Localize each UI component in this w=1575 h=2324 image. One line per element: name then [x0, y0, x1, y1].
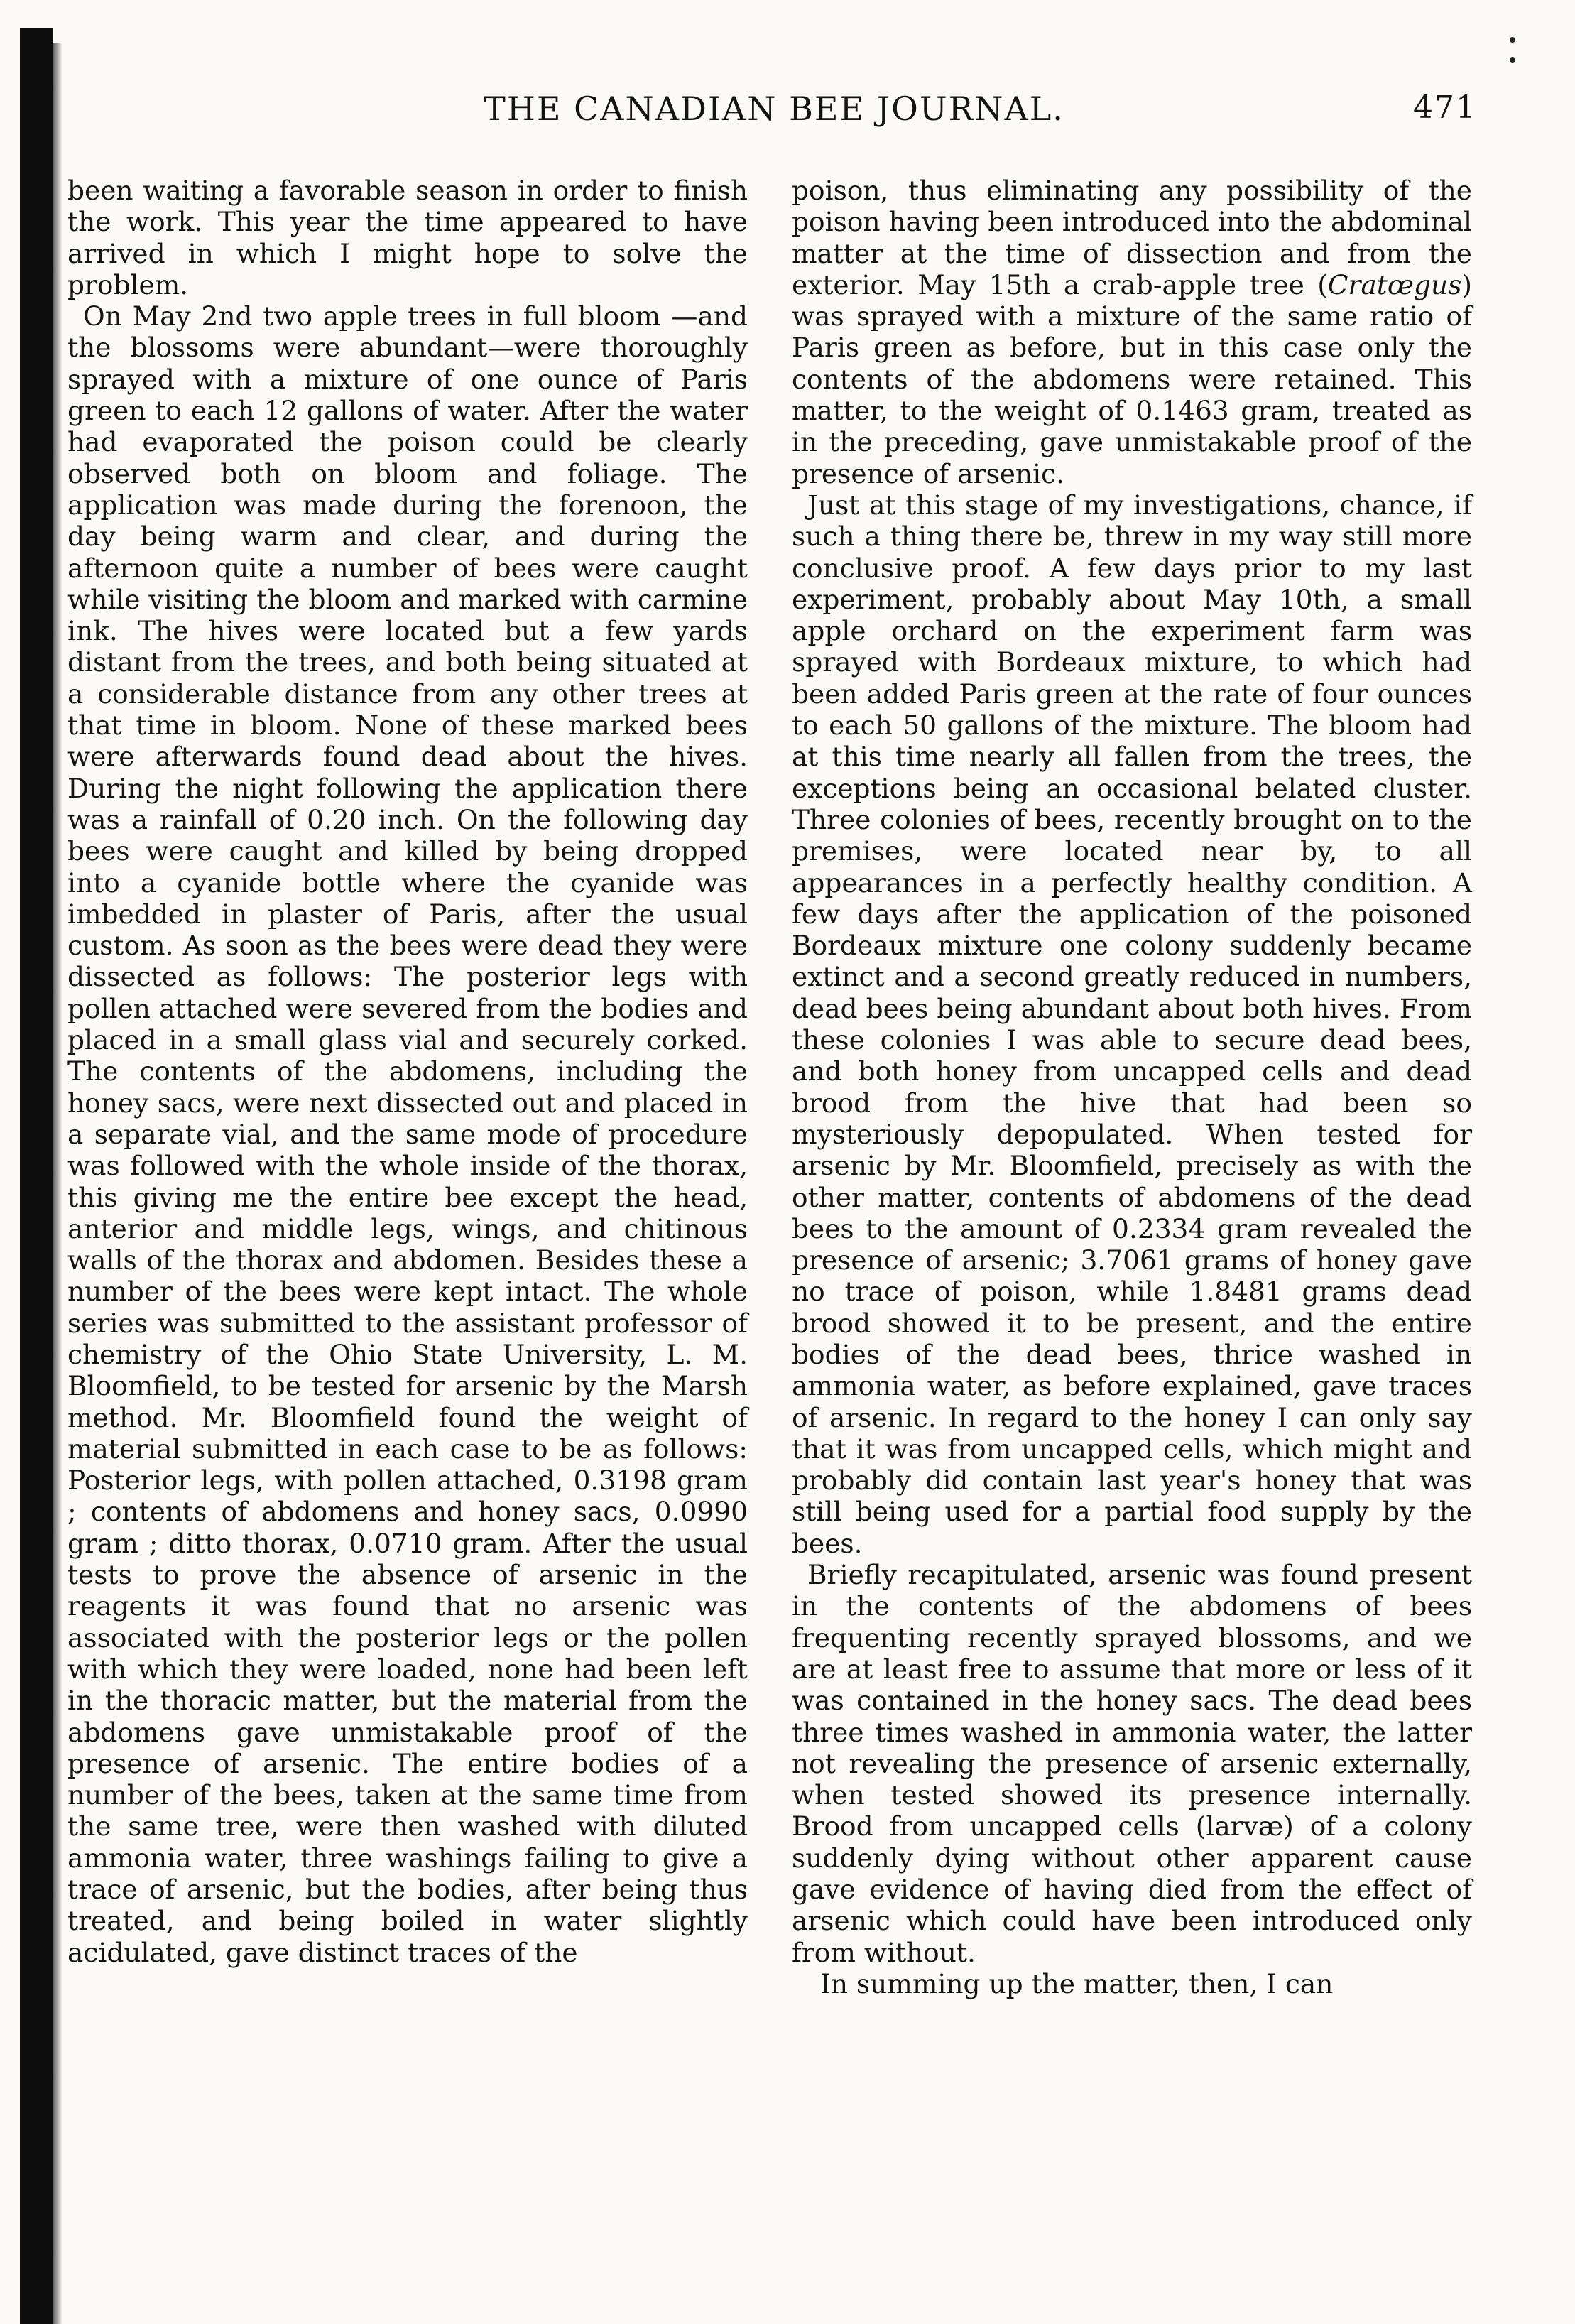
paragraph: been waiting a favorable season in order to finish the work. This year the time appeared to have arrived in which I might hope to solve the problem. — [67, 175, 748, 300]
left-column — [67, 175, 748, 1968]
text-run: poison, thus eliminating any possibility of the poison having been introduced into the abdominal matter at the time of dissection and from the exterior. May 15th a crab-apple tree ( — [792, 175, 1472, 300]
text-run: ) was sprayed with a mixture of the same ratio of Paris green as before, but in this case only the contents of the abdomens were retained. This matter, to the weight of 0.1463 gram, treated as in the preceding, gave unmistakable proof of the presence of arsenic. — [792, 268, 1472, 489]
paragraph — [792, 175, 1472, 489]
italic-genus-name: Cratœgus — [1327, 268, 1462, 300]
paragraph: In summing up the matter, then, I can — [820, 1967, 1334, 1999]
page-number: 471 — [1413, 89, 1477, 126]
right-column — [792, 175, 1472, 1999]
margin-speck — [1510, 57, 1515, 63]
page-binding-fade — [53, 43, 62, 2324]
running-header — [71, 89, 1477, 139]
paragraph: On May 2nd two apple trees in full bloom —and the blossoms were abundant—were thoroughly sprayed with a mixture of one ounce of Paris green to each 12 gallons of water. After the water had evaporated the poison could be clearly observed both on bloom and foliage. The application was made during the forenoon, the day being warm and clear, and during the afternoon quite a number of bees were caught while visiting the bloom and marked with carmine ink. The hives were located but a few yards distant from the trees, and both being situated at a considerable distance from any other trees at that time in bloom. None of these marked bees were afterwards found dead about the hives. During the night following the application there was a rainfall of 0.20 inch. On the following day bees were caught and killed by being dropped into a cyanide bottle where the cyanide was imbedded in plaster of Paris, after the usual custom. As soon as the bees were dead they were dissected as follows: The posterior legs with pollen attached were severed from the bodies and placed in a small glass vial and securely corked. The contents of the abdomens, including the honey sacs, were next dissected out and placed in a separate vial, and the same mode of procedure was followed with the whole inside of the thorax, this giving me the entire bee except the head, anterior and middle legs, wings, and chitinous walls of the thorax and abdomen. Besides these a number of the bees were kept intact. The whole series was submitted to the assistant professor of chemistry of the Ohio State University, L. M. Bloomfield, to be tested for arsenic by the Marsh method. Mr. Bloomfield found the weight of material submitted in each case to be as follows: Posterior legs, with pollen attached, 0.3198 gram ; contents of abdomens and honey sacs, 0.0990 gram ; ditto thorax, 0.0710 gram. After the usual tests to prove the absence of arsenic in the reagents it was found that no arsenic was associated with the posterior legs or the pollen with which they were loaded, none had been left in the thoracic matter, but the material from the abdomens gave unmistakable proof of the presence of arsenic. The entire bodies of a number of the bees, taken at the same time from the same tree, were then washed with diluted ammonia water, three washings failing to give a trace of arsenic, but the bodies, after being thus treated, and being boiled in water slightly acidulated, gave distinct traces of the — [67, 300, 748, 1968]
margin-speck — [1510, 37, 1515, 43]
journal-title: THE CANADIAN BEE JOURNAL. — [484, 89, 1064, 128]
paragraph: Briefly recapitulated, arsenic was found present in the contents of the abdomens of bees frequenting recently sprayed blossoms, and we are at least free to assume that more or less of it was contained in the honey sacs. The dead bees three times washed in ammonia water, the latter not revealing the presence of arsenic externally, when tested showed its presence internally. Brood from uncapped cells (larvæ) of a colony suddenly dying without other apparent cause gave evidence of having died from the effect of arsenic which could have been introduced only from without. — [792, 1559, 1472, 1968]
page-binding-shadow — [20, 28, 53, 2324]
paragraph: Just at this stage of my investigations, chance, if such a thing there be, threw in my way still more conclusive proof. A few days prior to my last experiment, probably about May 10th, a small apple orchard on the experiment farm was sprayed with Bordeaux mixture, to which had been added Paris green at the rate of four ounces to each 50 gallons of the mixture. The bloom had at this time nearly all fallen from the trees, the exceptions being an occasional belated cluster. Three colonies of bees, recently brought on to the premises, were located near by, to all appearances in a perfectly healthy condition. A few days after the application of the poisoned Bordeaux mixture one colony suddenly became extinct and a second greatly reduced in numbers, dead bees being abundant about both hives. From these colonies I was able to secure dead bees, and both honey from uncapped cells and dead brood from the hive that had been so mysteriously depopulated. When tested for arsenic by Mr. Bloomfield, precisely as with the other matter, contents of abdomens of the dead bees to the amount of 0.2334 gram revealed the presence of arsenic; 3.7061 grams of honey gave no trace of poison, while 1.8481 grams dead brood showed it to be present, and the entire bodies of the dead bees, thrice washed in ammonia water, as before explained, gave traces of arsenic. In regard to the honey I can only say that it was from uncapped cells, which might and probably did contain last year's honey that was still being used for a partial food supply by the bees. — [792, 489, 1472, 1559]
